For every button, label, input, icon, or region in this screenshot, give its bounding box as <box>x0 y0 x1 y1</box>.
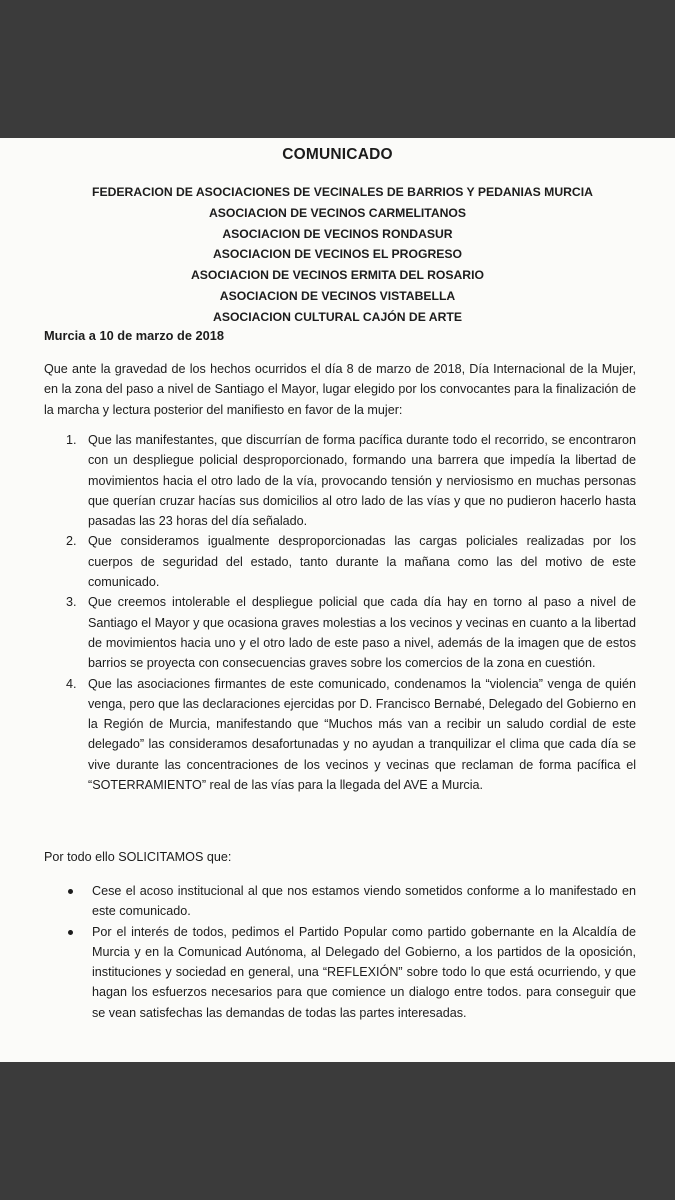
organization-name: ASOCIACION CULTURAL CAJÓN DE ARTE <box>213 309 462 324</box>
requests-list <box>92 881 636 1023</box>
point-text: Que consideramos igualmente desproporcionadas las cargas policiales realizadas por los cuerpos de seguridad del estado, tanto durante la mañana como las del motivo de este comunicado. <box>88 534 636 590</box>
point-text: Que las asociaciones firmantes de este comunicado, condenamos la “violencia” venga de quién venga, pero que las declaraciones ejercidas por D. Francisco Bernabé, Delegado del Gobierno en la Región de Murcia, manifestando que “Muchos más van a recibir un saludo cordial de este delegado” las consideramos desafortunadas y no ayudan a tranquilizar el clima que cada día se vive durante las concentraciones de los vecinos y vecinas que reclaman de forma pacífica el “SOTERRAMIENTO” real de las vías para la llegada del AVE a Murcia. <box>88 676 636 793</box>
organization-name: ASOCIACION DE VECINOS CARMELITANOS <box>208 205 467 220</box>
bullet-icon <box>68 889 73 894</box>
document-title: COMUNICADO <box>282 146 393 163</box>
point-number: 3. <box>66 595 77 610</box>
point-number: 1. <box>66 433 77 447</box>
point-item <box>66 430 636 531</box>
point-item <box>66 674 636 796</box>
point-item <box>66 592 636 673</box>
organization-name: ASOCIACION DE VECINOS ERMITA DEL ROSARIO <box>191 268 484 283</box>
numbered-points <box>66 430 636 795</box>
document-page <box>0 138 675 1062</box>
organization-name: FEDERACION DE ASOCIACIONES DE VECINALES DE BARRIOS Y PEDANIAS MURCIA <box>92 185 593 199</box>
request-text: Por el interés de todos, pedimos el Partido Popular como partido gobernante en la Alcaldía de Murcia y en la Comunicad Autónoma, al Delegado del Gobierno, a los partidos de la oposición, instituciones y sociedad en general, una “REFLEXIÓN” sobre todo lo que está ocurriendo, y que hagan los esfuerzos necesarios para que comience un dialogo entre todos. para conseguir que se vean satisfechas las demandas de todas las partes interesadas. <box>92 924 636 1020</box>
bullet-icon <box>68 930 73 935</box>
request-heading: Por todo ello SOLICITAMOS que: <box>44 850 232 864</box>
intro-paragraph: Que ante la gravedad de los hechos ocurridos el día 8 de marzo de 2018, Día Internacional de la Mujer, en la zona del paso a nivel de Santiago el Mayor, lugar elegido por los convocantes para la finalización de la marcha y lectura posterior del manifiesto en favor de la mujer: <box>44 362 636 417</box>
point-item <box>66 531 636 592</box>
document-date: Murcia a 10 de marzo de 2018 <box>44 328 224 343</box>
request-item <box>92 881 636 922</box>
organization-name: ASOCIACION DE VECINOS RONDASUR <box>222 226 453 241</box>
point-number: 4. <box>66 676 77 691</box>
request-item <box>92 922 636 1023</box>
request-text: Cese el acoso institucional al que nos estamos viendo sometidos conforme a lo manifestado en este comunicado. <box>92 884 636 919</box>
organizations-list <box>0 182 675 328</box>
top-dark-band <box>0 0 675 138</box>
point-text: Que las manifestantes, que discurrían de forma pacífica durante todo el recorrido, se encontraron con un despliegue policial desproporcionado, formando una barrera que impedía la libertad de movimientos hacia el otro lado de la vía, provocando tensión y nerviosismo en muchas personas que querían cruzar hacías sus domicilios al otro lado de las vías y que no pudieron hacerlo hasta pasadas las 23 horas del día señalado. <box>88 433 636 529</box>
organization-name: ASOCIACION DE VECINOS EL PROGRESO <box>213 247 462 262</box>
organization-name: ASOCIACION DE VECINOS VISTABELLA <box>219 288 456 303</box>
point-text: Que creemos intolerable el despliegue policial que cada día hay en torno al paso a nivel de Santiago el Mayor y que ocasiona graves molestias a los vecinos y vecinas en cuanto a la libertad de movimientos hacia uno y el otro lado de este paso a nivel, además de la imagen que de estos barrios se proyecta con consecuencias graves sobre los comercios de la zona en cuestión. <box>88 595 636 671</box>
point-number: 2. <box>66 534 77 549</box>
bottom-dark-band <box>0 1062 675 1200</box>
